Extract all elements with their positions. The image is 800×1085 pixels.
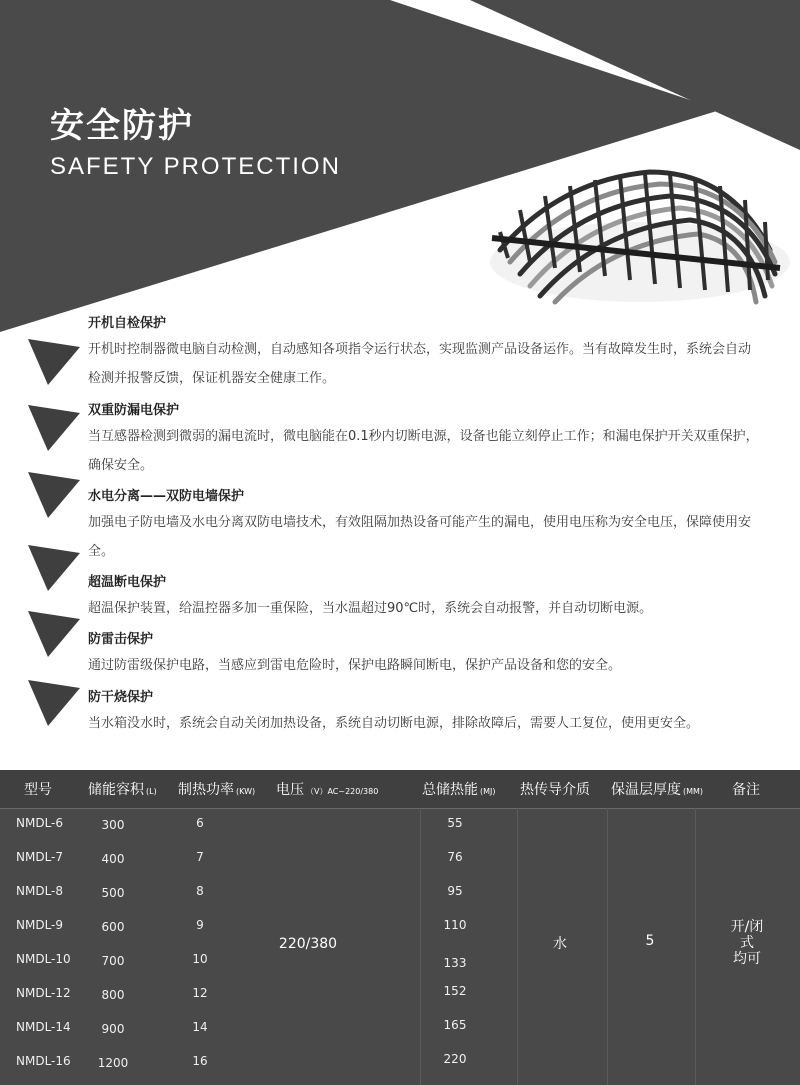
triangle-bullet-icon <box>28 611 80 657</box>
feature-title: 开机自检保护 <box>88 316 167 331</box>
feature-title: 超温断电保护 <box>88 575 167 590</box>
power-cell: 10 <box>192 952 208 966</box>
triangle-bullet-icon <box>28 472 80 518</box>
column-header: 总储热能 (MJ) <box>422 782 496 798</box>
hero-banner <box>0 0 800 340</box>
feature-title: 双重防漏电保护 <box>88 403 180 418</box>
volume-cell: 900 <box>101 1022 125 1036</box>
power-cell: 16 <box>192 1054 208 1068</box>
feature-description: 通过防雷级保护电路，当感应到雷电危险时，保护电路瞬间断电，保护产品设备和您的安全。 <box>88 658 622 673</box>
column-header: 备注 <box>732 782 760 798</box>
page-subtitle: SAFETY PROTECTION <box>50 153 341 180</box>
triangle-bullet-icon <box>28 339 80 385</box>
power-cell: 9 <box>196 918 204 932</box>
feature-title: 水电分离——双防电墙保护 <box>88 489 245 504</box>
volume-cell: 1200 <box>97 1056 129 1070</box>
model-cell: NMDL-16 <box>16 1054 71 1068</box>
feature-description: 超温保护装置，给温控器多加一重保险，当水温超过90℃时，系统会自动报警，并自动切断电源。 <box>88 601 653 616</box>
column-header: 保温层厚度 (MM) <box>611 782 704 798</box>
volume-cell: 400 <box>101 852 125 866</box>
energy-cell: 55 <box>447 816 463 830</box>
energy-cell: 110 <box>443 918 467 932</box>
triangle-bullet-icon <box>28 680 80 726</box>
column-divider <box>420 808 421 1085</box>
power-cell: 12 <box>192 986 208 1000</box>
remark-cell: 式 <box>740 935 754 951</box>
volume-cell: 700 <box>101 954 125 968</box>
feature-description: 当互感器检测到微弱的漏电流时，微电脑能在0.1秒内切断电源，设备也能立刻停止工作；和漏电保护开关双重保护，确保安全。 <box>88 429 759 473</box>
model-cell: NMDL-6 <box>16 816 64 830</box>
thickness-cell: 5 <box>645 933 655 949</box>
spec-table <box>0 770 800 1085</box>
energy-cell: 165 <box>443 1018 467 1032</box>
model-cell: NMDL-8 <box>16 884 64 898</box>
power-cell: 6 <box>196 816 204 830</box>
power-cell: 7 <box>196 850 204 864</box>
column-header: 制热功率 (KW) <box>178 782 256 798</box>
volume-cell: 600 <box>101 920 125 934</box>
feature-title: 防干烧保护 <box>88 690 154 705</box>
energy-cell: 152 <box>443 984 467 998</box>
triangle-bullet-icon <box>28 405 80 451</box>
model-cell: NMDL-7 <box>16 850 64 864</box>
feature-description: 加强电子防电墙及水电分离双防电墙技术，有效阻隔加热设备可能产生的漏电，使用电压称为安全电压，保障使用安全。 <box>88 515 752 559</box>
column-header: 型号 <box>24 782 52 798</box>
heating-element-image <box>490 172 790 302</box>
triangle-bullet-icon <box>28 545 80 591</box>
model-cell: NMDL-10 <box>16 952 71 966</box>
volume-cell: 500 <box>101 886 125 900</box>
column-header: 电压 （V）AC~220/380 <box>276 782 379 798</box>
model-cell: NMDL-9 <box>16 918 64 932</box>
page-title: 安全防护 <box>50 106 194 146</box>
power-cell: 14 <box>192 1020 208 1034</box>
remark-cell: 开/闭 <box>730 919 764 935</box>
feature-description: 当水箱没水时，系统会自动关闭加热设备，系统自动切断电源，排除故障后，需要人工复位，使用更安全。 <box>88 716 700 731</box>
feature-title: 防雷击保护 <box>88 632 154 647</box>
medium-cell: 水 <box>553 936 567 952</box>
column-header: 储能容积 (L) <box>88 782 157 798</box>
column-divider <box>517 808 518 1085</box>
energy-cell: 220 <box>443 1052 467 1066</box>
voltage-cell: 220/380 <box>278 936 338 952</box>
volume-cell: 800 <box>101 988 125 1002</box>
volume-cell: 300 <box>101 818 125 832</box>
model-cell: NMDL-12 <box>16 986 71 1000</box>
energy-cell: 133 <box>443 956 467 970</box>
column-divider <box>607 808 608 1085</box>
power-cell: 8 <box>196 884 204 898</box>
table-header <box>0 770 800 809</box>
remark-cell: 均可 <box>733 951 761 967</box>
feature-description: 开机时控制器微电脑自动检测，自动感知各项指令运行状态，实现监测产品设备运作。当有故障发生时，系统会自动检测并报警反馈，保证机器安全健康工作。 <box>88 342 752 386</box>
column-divider <box>695 808 696 1085</box>
energy-cell: 95 <box>447 884 463 898</box>
column-header: 热传导介质 <box>520 782 590 798</box>
model-cell: NMDL-14 <box>16 1020 71 1034</box>
energy-cell: 76 <box>447 850 463 864</box>
